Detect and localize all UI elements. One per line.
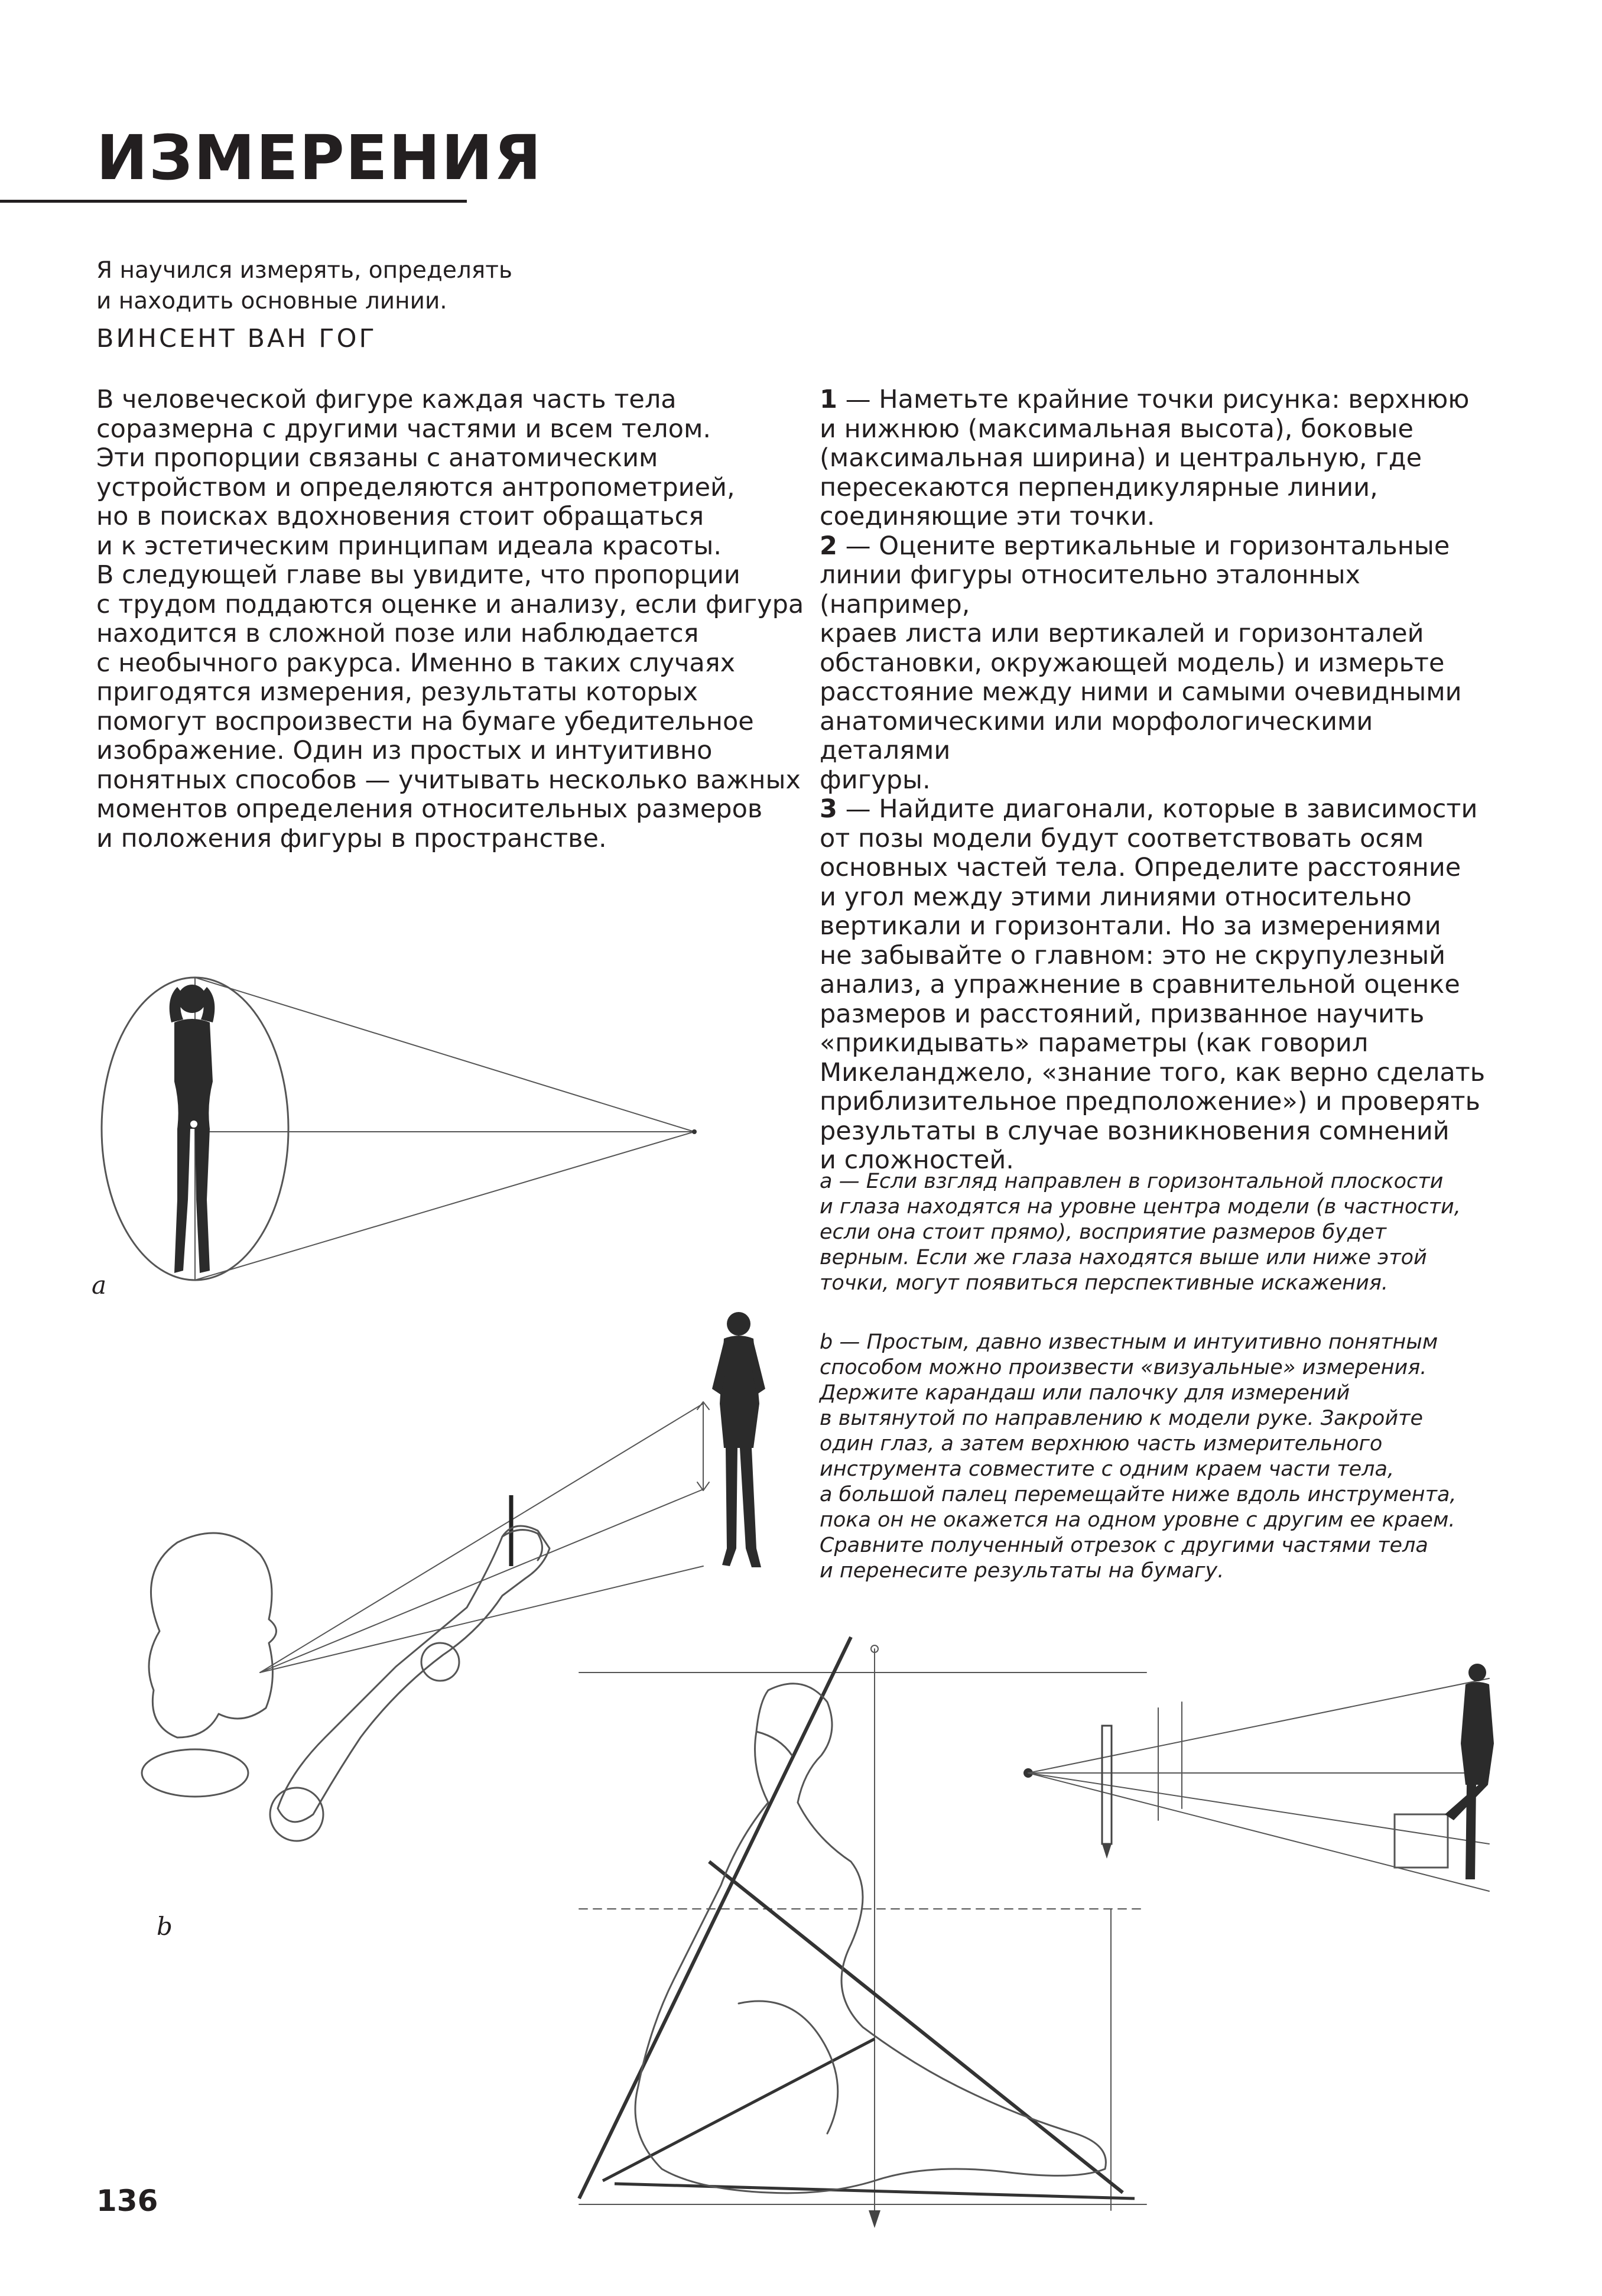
step-line: фигуры. <box>820 765 931 795</box>
intro-line: соразмерна с другими частями и всем телом. <box>96 414 711 444</box>
caption-line: а большой палец перемещайте ниже вдоль инструмента, <box>820 1483 1457 1506</box>
intro-line: но в поисках вдохновения стоит обращаться <box>96 502 704 531</box>
step-number: 3 <box>820 794 837 824</box>
intro-line: пригодятся измерения, результаты которых <box>96 677 698 707</box>
caption-line: и перенесите результаты на бумагу. <box>820 1559 1224 1583</box>
step-line: анатомическими или морфологическими деталями <box>820 706 1373 765</box>
step-3 <box>820 795 1499 1175</box>
intro-line: Эти пропорции связаны с анатомическим <box>96 443 658 473</box>
step-line: и нижнюю (максимальная высота), боковые <box>820 414 1413 444</box>
step-line: и сложностей. <box>820 1145 1014 1175</box>
caption-line: Держите карандаш или палочку для измерений <box>820 1381 1350 1405</box>
step-number: 2 <box>820 531 837 561</box>
step-number: 1 <box>820 385 837 414</box>
step-line: краев листа или вертикалей и горизонталей <box>820 619 1424 648</box>
step-line: анализ, а упражнение в сравнительной оценке <box>820 970 1460 999</box>
step-line: пересекаются перпендикулярные линии, <box>820 472 1378 502</box>
step-line: вертикали и горизонтали. Но за измерениями <box>820 911 1441 941</box>
epigraph-line: Я научился измерять, определять <box>96 257 512 284</box>
intro-line: моментов определения относительных размеров <box>96 794 763 824</box>
intro-line: и к эстетическим принципам идеала красоты. <box>96 531 722 561</box>
step-line: результаты в случае возникновения сомнений <box>820 1116 1450 1146</box>
caption-line: точки, могут появиться перспективные искажения. <box>820 1271 1389 1295</box>
figure-label-a: a <box>92 1271 107 1300</box>
caption-line: и глаза находятся на уровне центра модели (в частности, <box>820 1195 1461 1219</box>
page-title: ИЗМЕРЕНИЯ <box>96 122 542 194</box>
caption-line: в вытянутой по направлению к модели руке. Закройте <box>820 1407 1424 1430</box>
step-line: соединяющие эти точки. <box>820 502 1155 531</box>
figure-label-b: b <box>157 1912 173 1941</box>
caption-line: способом можно произвести «визуальные» измерения. <box>820 1356 1427 1379</box>
caption-line: b — Простым, давно известным и интуитивно понятным <box>820 1330 1438 1354</box>
step-1 <box>820 385 1499 532</box>
caption-line: пока он не окажется на одном уровне с другим ее краем. <box>820 1508 1455 1532</box>
intro-line: В человеческой фигуре каждая часть тела <box>96 385 677 414</box>
intro-line: В следующей главе вы увидите, что пропорции <box>96 560 740 590</box>
caption-line: Сравните полученный отрезок с другими частями тела <box>820 1534 1428 1557</box>
intro-line: устройством и определяются антропометрией, <box>96 472 735 502</box>
caption-line: верным. Если же глаза находятся выше или ниже этой <box>820 1246 1427 1269</box>
intro-line: с трудом поддаются оценке и анализу, если фигура <box>96 589 804 619</box>
step-line: «прикидывать» параметры (как говорил <box>820 1028 1369 1058</box>
step-line: размеров и расстояний, призванное научить <box>820 999 1425 1029</box>
caption-line: a — Если взгляд направлен в горизонтальной плоскости <box>820 1170 1444 1193</box>
intro-line: и положения фигуры в пространстве. <box>96 823 607 853</box>
step-line: не забывайте о главном: это не скрупулезный <box>820 940 1446 970</box>
epigraph-quote <box>96 255 512 317</box>
caption-line: инструмента совместите с одним краем части тела, <box>820 1457 1395 1481</box>
intro-line: помогут воспроизвести на бумаге убедительное <box>96 706 754 736</box>
step-line: от позы модели будут соответствовать осям <box>820 823 1424 853</box>
epigraph-author: ВИНСЕНТ ВАН ГОГ <box>96 324 377 353</box>
step-line: 3 — Найдите диагонали, которые в зависимости <box>820 794 1478 824</box>
step-2 <box>820 532 1499 795</box>
step-line: основных частей тела. Определите расстояние <box>820 853 1461 882</box>
step-line: 1 — Наметьте крайние точки рисунка: верхнюю <box>820 385 1470 414</box>
caption-b <box>820 1330 1499 1584</box>
epigraph-line: и находить основные линии. <box>96 288 447 314</box>
step-line: и угол между этими линиями относительно <box>820 882 1412 912</box>
intro-line: с необычного ракурса. Именно в таких случаях <box>96 648 736 678</box>
caption-line: если она стоит прямо), восприятие размеров будет <box>820 1220 1387 1244</box>
caption-a <box>820 1169 1499 1296</box>
page-number: 136 <box>96 2184 158 2218</box>
title-underline <box>0 200 467 203</box>
intro-line: находится в сложной позе или наблюдается <box>96 619 699 648</box>
intro-line: изображение. Один из простых и интуитивно <box>96 736 713 765</box>
step-line: Микеланджело, «знание того, как верно сделать <box>820 1057 1486 1087</box>
step-line: расстояние между ними и самыми очевидными <box>820 677 1462 707</box>
intro-paragraph <box>96 385 811 853</box>
step-line: (максимальная ширина) и центральную, где <box>820 443 1422 473</box>
illustration-eye-pencil-step-figure <box>1005 1655 1525 1921</box>
caption-line: один глаз, а затем верхнюю часть измерительного <box>820 1432 1383 1456</box>
step-line: приблизительное предположение») и проверять <box>820 1087 1480 1116</box>
step-line: линии фигуры относительно эталонных (например, <box>820 560 1360 619</box>
illustration-a-sight-cone <box>89 963 798 1294</box>
step-line: 2 — Оцените вертикальные и горизонтальные <box>820 531 1450 561</box>
step-line: обстановки, окружающей модель) и измерьте <box>820 648 1445 678</box>
steps-list <box>820 385 1499 1175</box>
intro-line: понятных способов — учитывать несколько важных <box>96 765 801 795</box>
